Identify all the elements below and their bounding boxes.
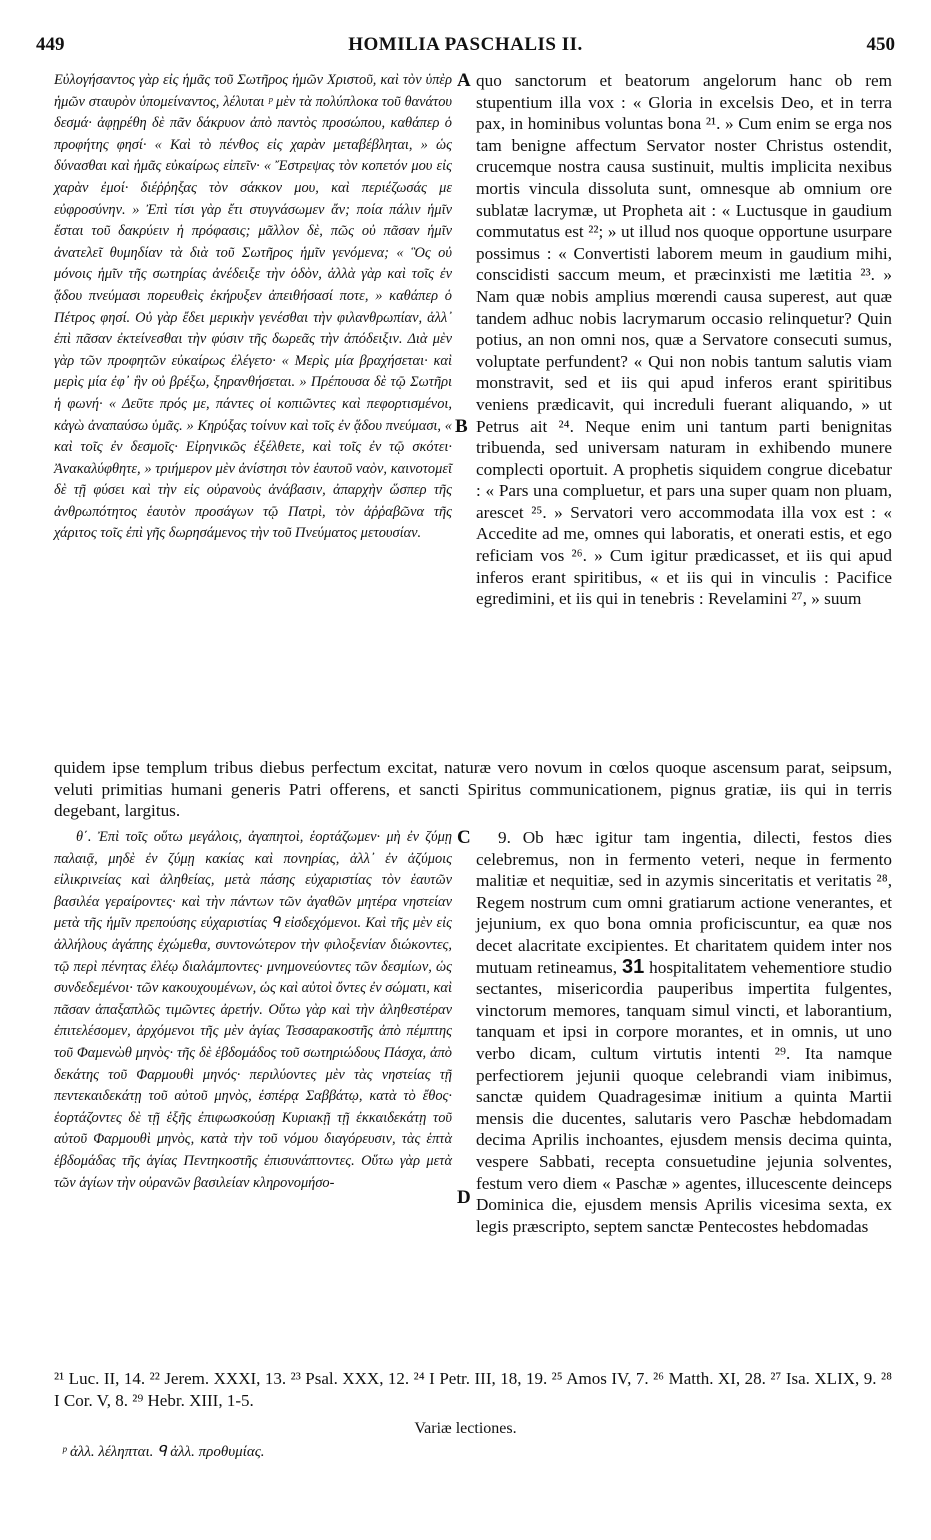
latin-section-9-part1: 9. Ob hæc igitur tam ingentia, dilecti, festos dies celebremus, non in fermento veteri, neque in fermento malitiæ et nequitiæ, sed in azymis sinceritatis et veritatis ²⁸, Regem nostrum cum omni gratiarum actione venerantes, et jejunium, ex quo bona omnia proficiscuntur, ea quæ nos decet alacritate excipientes. Et charitatem quidem inter nos mutuam retineamus, [476,828,892,977]
latin-paragraph: quo sanctorum et beatorum angelorum hanc ob rem stupentium illa vox : « Gloria in excelsis Deo, et in terra pax, in hominibus voluntas bona ²¹. » Cum enim se erga nos tam benigne affectum Servator noster Christus ostendit, crucemque nostra causa sustinuit, multis implicita nexibus mortis vincula dissoluta sunt, omnesque ab omnium ore sublatæ lacrymæ, ut Propheta ait : « Luctusque in gaudium commutatus est ²²; » ut illud nos quoque opportune usurpare possimus : « Convertisti laborem meum in gaudium mihi, conscidisti saccum meum, et præcinxisti me lætitia ²³. » Nam quæ nobis amplius mœrendi causa superest, aut quæ tandem adhuc nobis lacrymarum occasio relinquetur? Quin potius, an non omni nos, quæ a Servatore consecuti sumus, voluptate perfundent? « Qui non nobis tantum salutis viam monstravit, sed et iis qui apud inferos erant spiritibus veniens prædicavit, qui increduli fuerant aliquando, » ut Petrus ait ²⁴. Neque enim uni tantum parti benignitas tribuenda, sed universam naturam in exhibendo munere complecti oportuit. A prophetis siquidem congrue dicebatur : « Pars una compluetur, et pars una super quam non pluam, arescet ²⁵. » Servatori vero accommodata illa vox est : « Accedite ad me, omnes qui laboratis, et onerati estis, et ego reficiam vos ²⁶. » Cum igitur prædicasset, et iis qui apud inferos erant spiritibus, « et iis qui in vinculis : Pacifice egredimini, et iis qui in tenebris : Revelamini ²⁷, » suum [476,71,892,609]
page-number-left: 449 [36,34,65,55]
running-header [36,34,895,58]
margin-letter-b: B [455,416,468,437]
column-number: 31 [621,955,645,978]
latin-full-width-line [54,757,892,822]
greek-column-top [54,70,452,545]
latin-column-bottom [476,827,892,1237]
footnotes: ²¹ Luc. II, 14. ²² Jerem. XXXI, 13. ²³ Psal. XXX, 12. ²⁴ I Petr. III, 18, 19. ²⁵ Amos IV, 7. ²⁶ Matth. XI, 28. ²⁷ Isa. XLIX, 9. ²⁸ I Cor. V, 8. ²⁹ Hebr. XIII, 1-5. [54,1369,892,1410]
variae-lectiones-heading: Variæ lectiones. [414,1420,517,1437]
greek-paragraph: Εὐλογήσαντος γὰρ εἰς ἡμᾶς τοῦ Σωτῆρος ἡμῶν Χριστοῦ, καὶ τὸν ὑπὲρ ἡμῶν σταυρὸν ὑπομείναντος, λέλυται ᵖ μὲν τὰ πολύπλοκα τοῦ θανάτου δεσμά· ἀφῃρέθη δὲ πᾶν δάκρυον ἀπὸ παντὸς προσώπου, καθάπερ ὁ προφήτης φησί· « Καὶ τὸ πένθος εἰς χαρὰν μεταβέβληται, » ὡς δύνασθαι καὶ ἡμᾶς εὐκαίρως εἰπεῖν· « Ἔστρεψας τὸν κοπετόν μου εἰς χαρὰν ἐμοί· διέῤῥηξας τὸν σάκκον μου, καὶ περιέζωσάς με εὐφροσύνην. » Ἐπὶ τίσι γὰρ ἔτι στυγνάσωμεν ἄν; ποία πάλιν ἡμῖν ἔσται τοῦ δακρύειν ἡ πρόφασις; μᾶλλον δὲ, πῶς οὐ πᾶσαν ἡμῖν ἀνατελεῖ θυμηδίαν τὰ διὰ τοῦ Σωτῆρος ἡμῖν γενόμενα; « Ὃς οὐ μόνοις ἡμῖν τῆς σωτηρίας ἀνέδειξε τὴν ὁδὸν, ἀλλὰ γὰρ καὶ τοῖς ἐν ᾅδου πνεύμασι πορευθεὶς ἐκήρυξεν ἀπειθήσασί ποτε, » καθάπερ ὁ Πέτρος φησί. Οὐ γὰρ ἔδει μερικὴν γενέσθαι τὴν φιλανθρωπίαν, ἀλλ᾽ ἐπὶ πᾶσαν ἐκτείνεσθαι τὴν φύσιν τῆς δωρεᾶς τὴν ἀπόδειξιν. Διὰ μὲν γὰρ τῶν προφητῶν εὐκαίρως ἐλέγετο· « Μερὶς μία βραχήσεται· καὶ μερὶς μία ἐφ᾽ ἣν οὐ βρέξω, ξηρανθήσεται. » Πρέπουσα δὲ τῷ Σωτῆρι ἡ φωνή· « Δεῦτε πρός με, πάντες οἱ κοπιῶντες καὶ πεφορτισμένοι, κἀγὼ ἀναπαύσω ὑμᾶς. » Κηρύξας τοίνυν καὶ τοῖς ἐν ᾅδου πνεύμασι, « καὶ τοῖς ἐν δεσμοῖς· Εἰρηνικῶς ἐξέλθετε, καὶ τοῖς ἐν τῷ σκότει· Ἀνακαλύφθητε, » τριήμερον μὲν ἀνίστησι τὸν ἑαυτοῦ ναὸν, καινοτομεῖ δὲ τῇ φύσει καὶ τὴν εἰς οὐρανοὺς ἀνάβασιν, ἀπαρχὴν ὥσπερ τῆς ἀνθρωπότητος ἑαυτὸν προσάγων τῷ Πατρὶ, τὸν ἀῤῥαβῶνα τῆς χάριτος τοῖς ἐπὶ γῆς δωρησάμενος τὴν τοῦ Πνεύματος μετουσίαν. [54,72,452,542]
margin-letter-c: C [457,827,471,848]
greek-column-bottom [54,827,452,1194]
latin-column-top [476,70,892,610]
margin-letter-a: A [457,70,471,91]
latin-section-9-part2: hospitalitatem vehementiore studio sectantes, misericordia pauperibus impertita fulgentes, vinctorum memores, tanquam simul vincti, et laborantium, tanquam et ipsi in corpore morantes, et in omnis, ut uno verbo dicam, cultum virtutis intenti ²⁹. Ita namque perfectiorem jejunii quoque celebrandi viam inibimus, sanctæ quidem Quadragesimæ initium a quinta Martii mensis die ducentes, salutaris vero Paschæ hebdomadam decima Aprilis inchoantes, ejusdem mensis decima quinta, vespere Sabbati, recepta consuetudine jejunia solventes, festum vero diem « Paschæ » agentes, illucescente deinceps Dominica die, ejusdem mensis Aprilis vicesima sexta, ex legis præscripto, septem sanctæ Pentecostes hebdomadas [476,957,892,1236]
greek-section-9: θ΄. Ἐπὶ τοῖς οὕτω μεγάλοις, ἀγαπητοὶ, ἑορτάζωμεν· μὴ ἐν ζύμῃ παλαιᾷ, μηδὲ ἐν ζύμῃ κακίας καὶ πονηρίας, ἀλλ᾽ ἐν ἀζύμοις εἰλικρινείας καὶ ἀληθείας, μετὰ πάσης εὐχαριστίας τὸν ἑαυτῶν βασιλέα γεραίροντες· καὶ τὴν πάντων τῶν ἀγαθῶν μητέρα νηστείαν μετὰ τῆς ἡμῖν πρεπούσης εὐχαριστίας ᑫ εἰσδεχόμενοι. Καὶ τῆς μὲν εἰς ἀλλήλους ἀγάπης ἐχώμεθα, συντονώτερον τὴν φιλοξενίαν διώκοντες, τῷ περὶ πένητας ἐλέῳ διαλάμποντες· μνημονεύοντες τῶν δεσμίων, ὡς συνδεδεμένοι· τῶν κακουχουμένων, ὡς καὶ αὐτοὶ ὄντες ἐν σώματι, καὶ πᾶσαν ἀπαξαπλῶς τιμῶντες ἀρετήν. Οὕτω γὰρ καὶ τὴν ἀληθεστέραν ἐπιτελέσομεν, ἀρχόμενοι τῆς μὲν ἁγίας Τεσσαρακοστῆς ἀπὸ πέμπτης τοῦ Φαμενὼθ μηνὸς· τῆς δὲ ἑβδομάδος τοῦ σωτηριώδους Πάσχα, ἀπὸ δεκάτης τοῦ Φαρμουθὶ μηνός· περιλύοντες μὲν τὰς νηστείας τῇ πεντεκαιδεκάτῃ τοῦ αὐτοῦ μηνὸς, ἑσπέρᾳ Σαββάτῳ, κατὰ τὸ ἔθος· ἑορτάζοντες δὲ τῇ ἑξῆς ἐπιφωσκούσῃ Κυριακῇ τῇ ἐκκαιδεκάτῃ τοῦ αὐτοῦ Φαρμουθὶ μηνὸς, κατὰ τὴν τοῦ νόμου διαγόρευσιν, τὰς ἑπτὰ ἑβδομάδας τῆς ἁγίας Πεντηκοστῆς ἐπισυνάπτοντες. Οὕτω γὰρ μετὰ τῶν ἁγίων τὴν οὐρανῶν βασιλείαν κληρονομήσο- [54,829,452,1191]
variae-lectiones: ᵖ ἀλλ. λέληπται. ᑫ ἀλλ. προθυμίας. [62,1444,265,1460]
page-number-right: 450 [866,34,895,55]
latin-paragraph-full: quidem ipse templum tribus diebus perfectum excitat, naturæ vero novum in cœlos quoque ascensum parat, seipsum, veluti primitias humani generis Patri offerens, et sancti Spiritus communicationem, pignus gratiæ, iis qui in terris degebant, largitus. [54,758,892,821]
margin-letter-d: D [457,1187,471,1208]
running-title: HOMILIA PASCHALIS II. [348,34,583,55]
latin-section-9 [476,827,892,1237]
